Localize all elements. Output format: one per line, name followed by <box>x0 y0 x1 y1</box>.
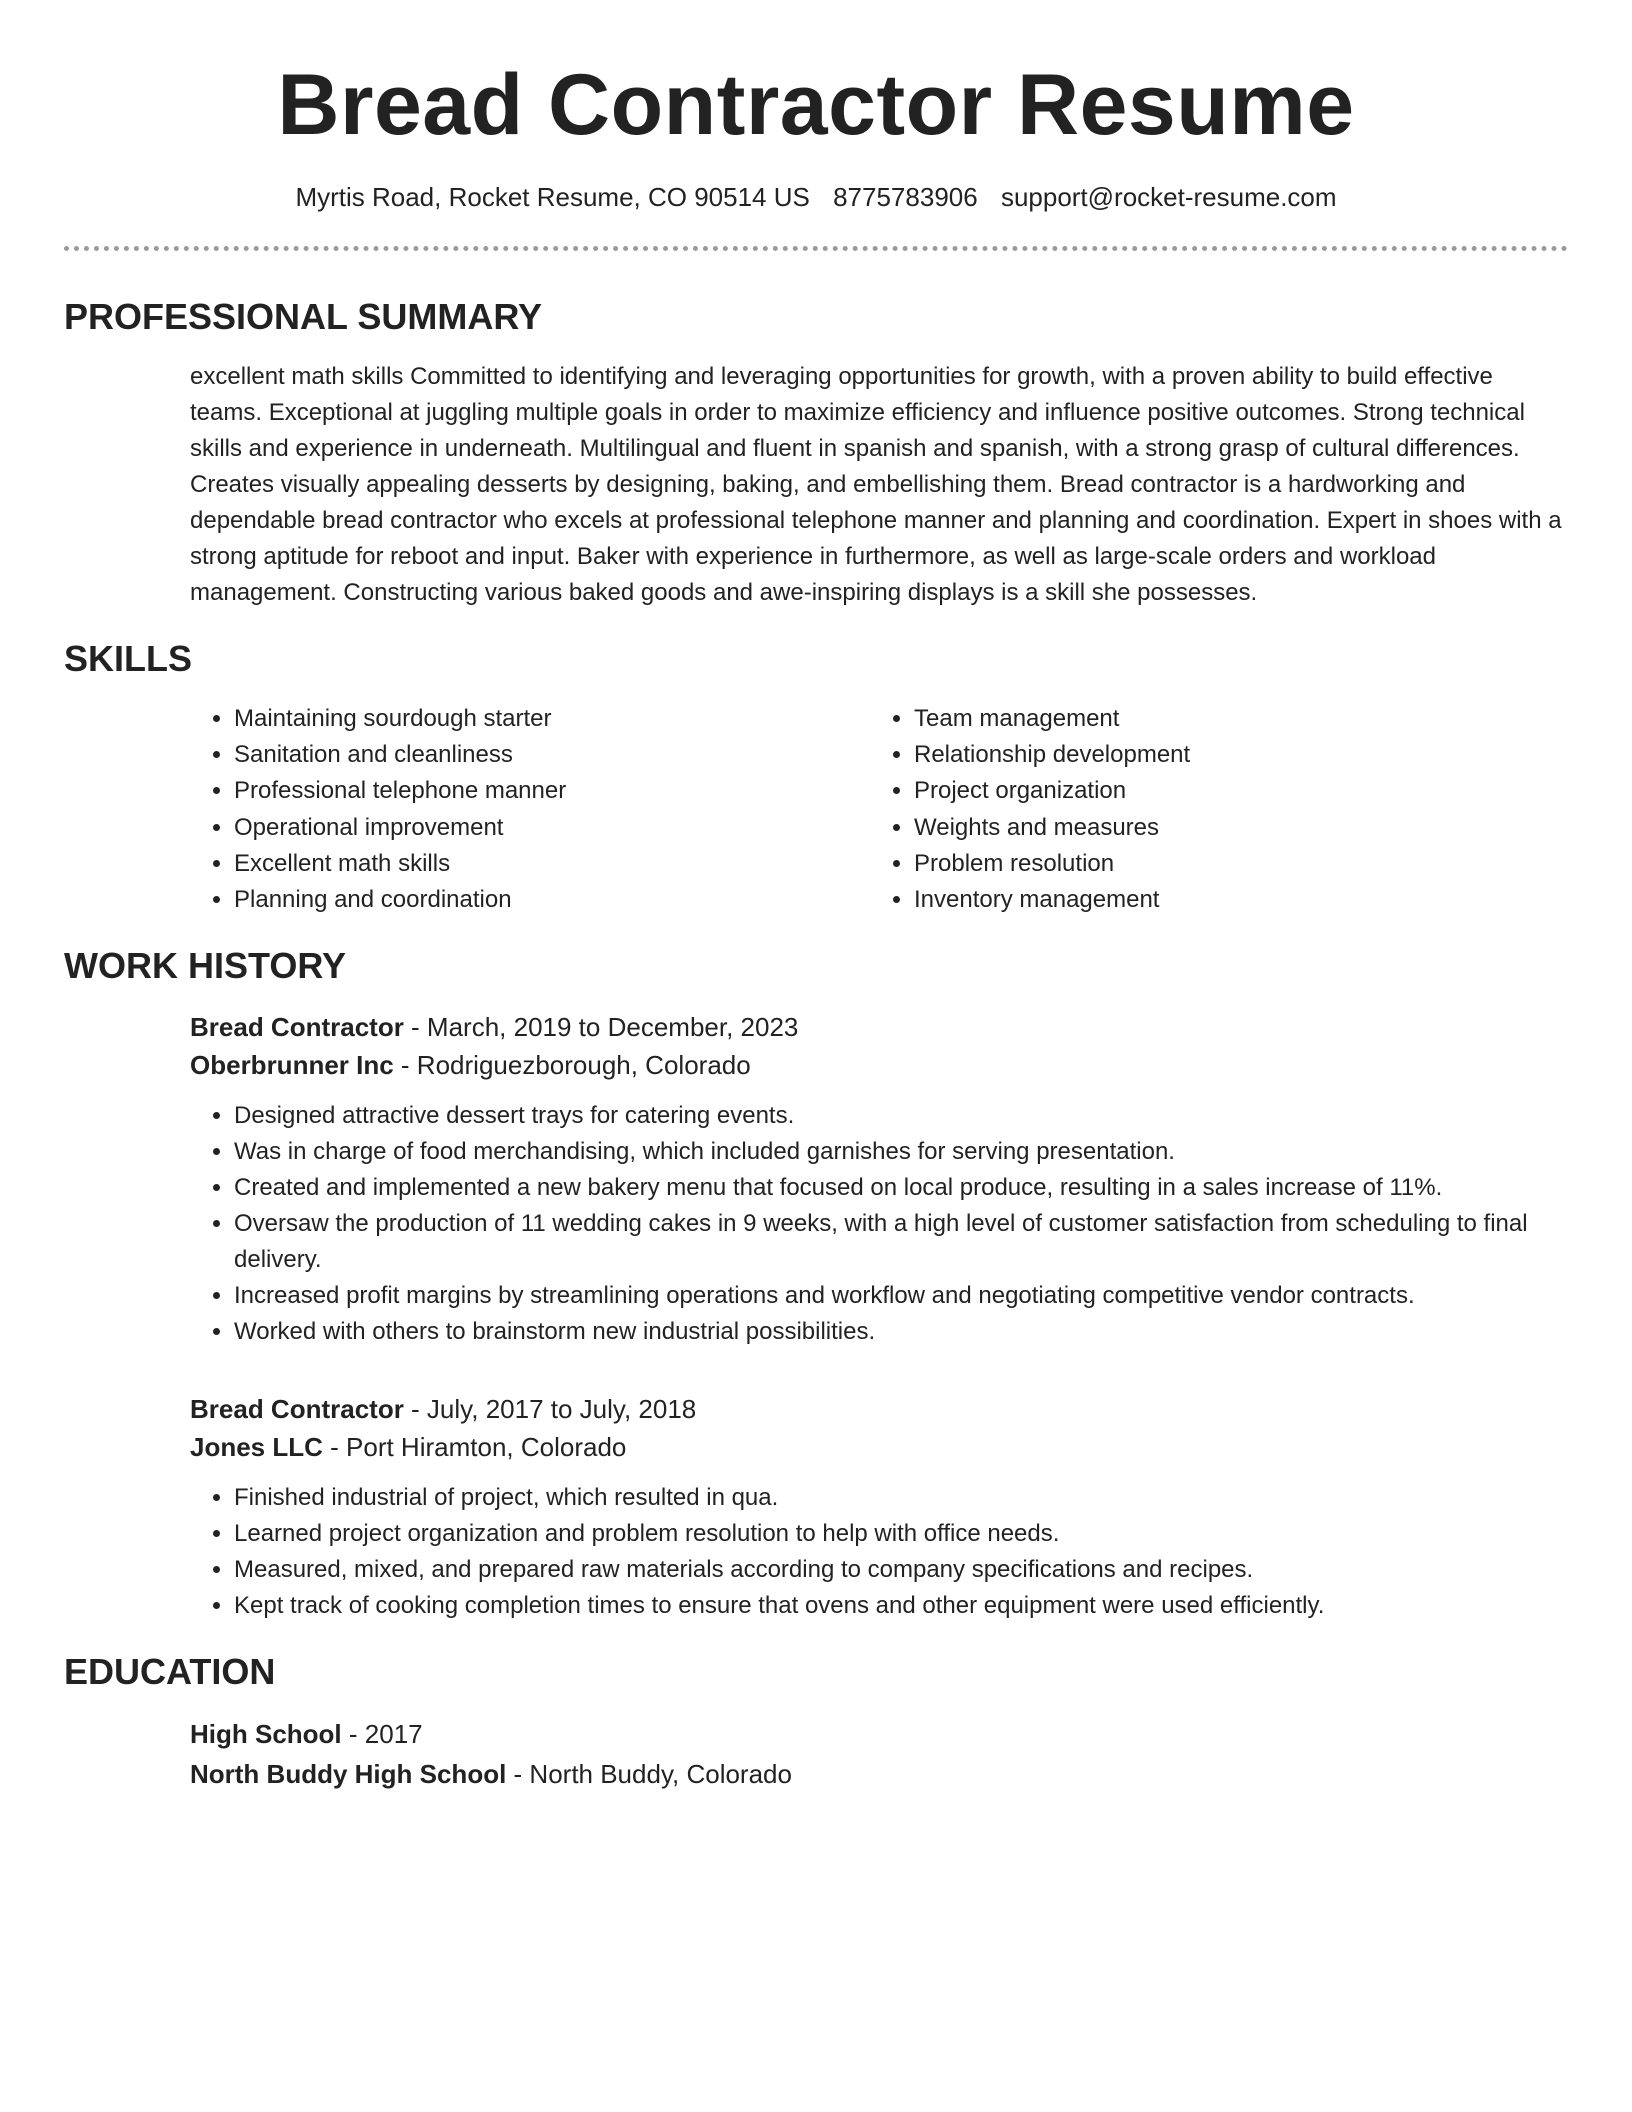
education-heading: EDUCATION <box>64 1651 276 1693</box>
education-location: - North Buddy, Colorado <box>506 1759 792 1790</box>
job-bullet: • Oversaw the production of 11 wedding cakes in 9 weeks, with a high level of customer satisfaction from scheduling to final delivery. <box>234 1206 1568 1278</box>
job-location: - Rodriguezborough, Colorado <box>393 1050 751 1081</box>
education-degree: High School <box>190 1719 342 1750</box>
skill-item: • Weights and measures <box>914 810 1550 846</box>
skill-item: • Inventory management <box>914 882 1550 918</box>
job-title: Bread Contractor <box>190 1394 404 1425</box>
job-company-line <box>190 1428 1568 1466</box>
skill-item: • Relationship development <box>914 737 1550 773</box>
skill-item: • Team management <box>914 701 1550 737</box>
job-bullets <box>190 1480 1568 1624</box>
job-company: Oberbrunner Inc <box>190 1050 394 1081</box>
summary-text: excellent math skills Committed to identifying and leveraging opportunities for growth, with a proven ability to build effective teams. Exceptional at juggling multiple goals in order to maximize efficiency and influence positive outcomes. Strong technical skills and experience in underneath. Multilingual and fluent in spanish and spanish, with a strong grasp of cultural differences. Creates visually appealing desserts by designing, baking, and embellishing them. Bread contractor is a hardworking and dependable bread contractor who excels at professional telephone manner and planning and coordination. Expert in shoes with a strong aptitude for reboot and input. Baker with experience in furthermore, as well as large-scale orders and workload management. Constructing various baked goods and awe-inspiring displays is a skill she possesses. <box>190 363 1562 606</box>
job-bullet: • Worked with others to brainstorm new industrial possibilities. <box>234 1314 1568 1350</box>
header-divider <box>64 246 1568 251</box>
summary-heading: PROFESSIONAL SUMMARY <box>64 296 543 337</box>
education-school: North Buddy High School <box>190 1759 507 1790</box>
contact-phone: 8775783906 <box>833 182 978 212</box>
skill-item: • Excellent math skills <box>234 846 870 882</box>
contact-line <box>64 180 1568 214</box>
job-bullet: • Measured, mixed, and prepared raw materials according to company specifications and recipes. <box>234 1552 1568 1588</box>
job-title: Bread Contractor <box>190 1012 404 1043</box>
contact-address: Myrtis Road, Rocket Resume, CO 90514 US <box>295 182 810 212</box>
job-bullet: • Was in charge of food merchandising, which included garnishes for serving presentation. <box>234 1134 1568 1170</box>
job-entry <box>190 1390 1568 1624</box>
job-bullet: • Increased profit margins by streamlining operations and workflow and negotiating competitive vendor contracts. <box>234 1278 1568 1314</box>
job-bullet: • Created and implemented a new bakery menu that focused on local produce, resulting in a sales increase of 11%. <box>234 1170 1568 1206</box>
education-entry <box>190 1714 1568 1794</box>
job-bullet: • Kept track of cooking completion times to ensure that ovens and other equipment were used efficiently. <box>234 1588 1568 1624</box>
job-bullet: • Finished industrial of project, which resulted in qua. <box>234 1480 1568 1516</box>
job-title-line <box>190 1390 1568 1428</box>
skill-item: • Problem resolution <box>914 846 1550 882</box>
education-year: - 2017 <box>341 1719 423 1750</box>
skill-item: • Operational improvement <box>234 810 870 846</box>
skill-item: • Professional telephone manner <box>234 773 870 809</box>
job-bullet: • Designed attractive dessert trays for catering events. <box>234 1098 1568 1134</box>
resume-title: Bread Contractor Resume <box>277 57 1355 153</box>
job-title-line <box>190 1008 1568 1046</box>
job-company-line <box>190 1046 1568 1084</box>
job-location: - Port Hiramton, Colorado <box>322 1432 627 1463</box>
job-bullet: • Learned project organization and problem resolution to help with office needs. <box>234 1516 1568 1552</box>
skill-item: • Project organization <box>914 773 1550 809</box>
work-heading: WORK HISTORY <box>64 945 347 987</box>
job-dates: - July, 2017 to July, 2018 <box>403 1394 697 1425</box>
skills-column-left <box>190 701 870 918</box>
skill-item: • Planning and coordination <box>234 882 870 918</box>
education-degree-line <box>190 1714 1568 1754</box>
education-school-line <box>190 1754 1568 1794</box>
job-entry <box>190 1008 1568 1350</box>
skills-heading: SKILLS <box>64 638 193 679</box>
job-bullets <box>190 1098 1568 1350</box>
job-dates: - March, 2019 to December, 2023 <box>403 1012 799 1043</box>
skill-item: • Maintaining sourdough starter <box>234 701 870 737</box>
contact-email: support@rocket-resume.com <box>1000 182 1337 212</box>
resume-page <box>64 0 1568 1794</box>
job-company: Jones LLC <box>190 1432 323 1463</box>
skills-list <box>190 701 1568 918</box>
skill-item: • Sanitation and cleanliness <box>234 737 870 773</box>
skills-column-right <box>870 701 1550 918</box>
